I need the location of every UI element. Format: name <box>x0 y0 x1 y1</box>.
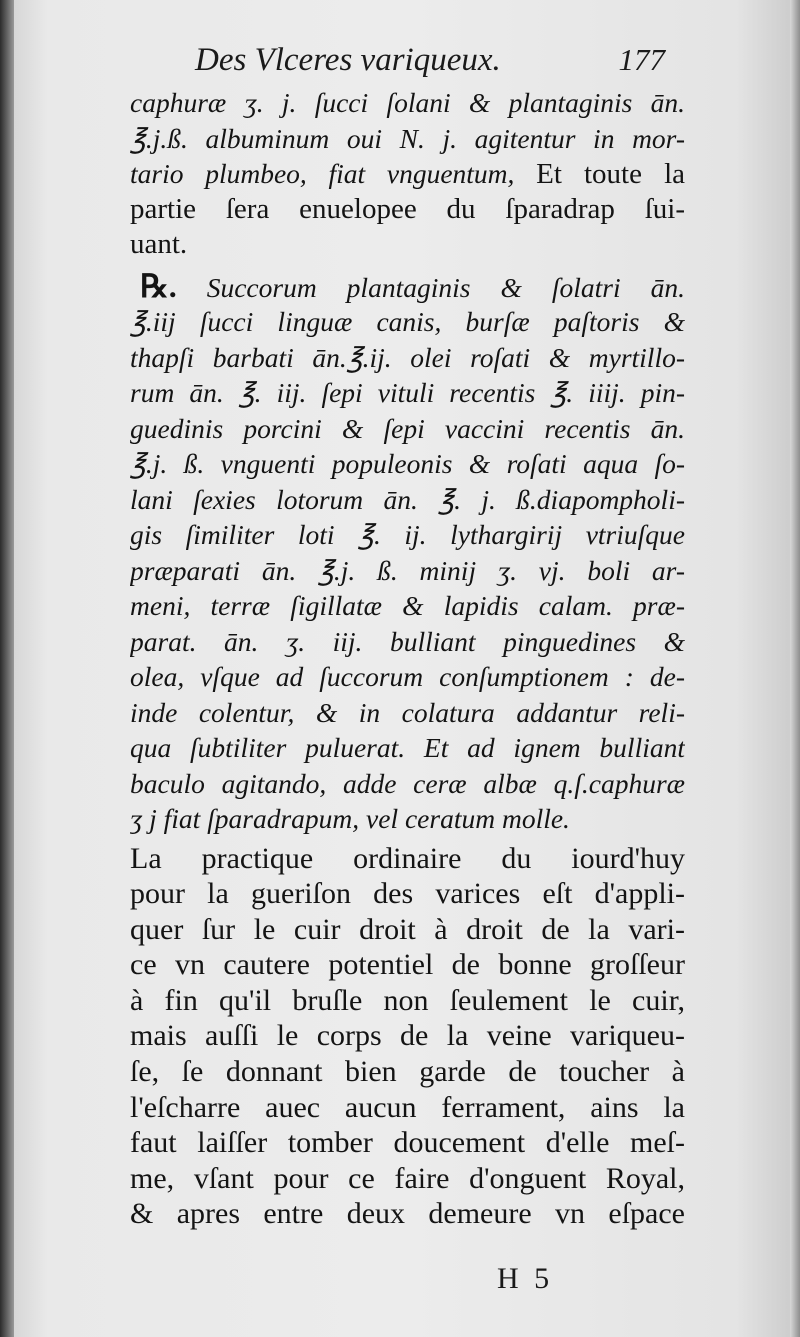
text-line: ℥.iij ſucci linguæ canis, burſæ paſtoris & <box>130 306 685 337</box>
text-line: & apres entre deux demeure vn eſpace <box>130 1197 685 1231</box>
page-header <box>195 40 665 90</box>
page-right-edge <box>790 0 800 1337</box>
text-line: præparati ān. ℥.j. ß. minij ʒ. vj. boli ar- <box>130 554 685 586</box>
text-line: uant. <box>130 228 188 260</box>
text-line: olea, vſque ad ſuccorum conſumptionem : de- <box>130 661 685 692</box>
running-head: Des Vlceres variqueux. <box>195 42 501 78</box>
text-line: inde colentur, & in colatura addantur reli- <box>130 696 685 728</box>
text-line-first: La practique ordinaire du iourd'huy <box>130 841 685 875</box>
text-line: caphuræ ʒ. j. ſucci ſolani & plantaginis ān. <box>130 87 685 118</box>
text-line: lani ſexies lotorum ān. ℥. j. ß.diapompholi- <box>130 483 685 515</box>
text-line: me, vſant pour ce faire d'onguent Royal, <box>130 1161 685 1195</box>
text-line: pour la gueriſon des varices eſt d'appli- <box>130 877 685 911</box>
recipe-symbol: ℞. <box>140 268 177 304</box>
text-line: l'eſcharre auec aucun ferrament, ains la <box>130 1090 685 1124</box>
signature-mark: H 5 <box>497 1262 554 1295</box>
text-line: gis ſimiliter loti ℥. ij. lythargirij vtriuſque <box>130 519 685 550</box>
latin-fragment: tario plumbeo, fiat vnguentum, <box>130 158 515 189</box>
french-fragment: Et toute la <box>536 158 685 190</box>
text-line: quer ſur le cuir droit à droit de la vari- <box>130 912 685 946</box>
text-line: partie ſera enuelopee du ſparadrap ſui- <box>130 192 685 225</box>
text-line: mais auſſi le corps de la veine variqueu- <box>130 1019 685 1053</box>
french-passage-a <box>130 192 685 263</box>
text-line-mixed <box>130 156 685 192</box>
text-line: ℥.j.ß. albuminum oui N. j. agitentur in mor- <box>130 122 685 154</box>
text-line: faut laiſſer tomber doucement d'elle meſ- <box>130 1126 685 1160</box>
prescription-a <box>130 85 685 192</box>
text-line-first <box>130 269 685 305</box>
text-line: à fin qu'il bruſle non ſeulement le cuir, <box>130 983 685 1017</box>
prescription-b <box>130 269 685 837</box>
text-line: rum ān. ℥. iij. ſepi vituli recentis ℥. iiij. pin- <box>130 377 685 408</box>
page-number: 177 <box>618 42 665 77</box>
french-passage-b <box>130 841 685 1233</box>
text-block <box>130 85 685 1232</box>
text-line: parat. ān. ʒ. iij. bulliant pinguedines & <box>130 625 685 657</box>
text-line: thapſi barbati ān.℥.ij. olei roſati & myrtillo- <box>130 341 685 373</box>
text-fragment: Succorum plantaginis & ſolatri ān. <box>206 271 685 303</box>
text-line: ʒ j fiat ſparadrapum, vel ceratum molle. <box>130 803 570 834</box>
text-line: meni, terræ ſigillatæ & lapidis calam. præ- <box>130 590 685 621</box>
text-line: qua ſubtiliter puluerat. Et ad ignem bulliant <box>130 732 685 763</box>
page-left-edge <box>0 0 14 1337</box>
text-line: ſe, ſe donnant bien garde de toucher à <box>130 1055 685 1089</box>
text-line: baculo agitando, adde ceræ albæ q.ſ.caphuræ <box>130 767 685 799</box>
text-line: ce vn cautere potentiel de bonne groſſeur <box>130 948 685 982</box>
text-line: guedinis porcini & ſepi vaccini recentis ān. <box>130 412 685 444</box>
text-line: ℥.j. ß. vnguenti populeonis & roſati aqua ſo- <box>130 448 685 479</box>
